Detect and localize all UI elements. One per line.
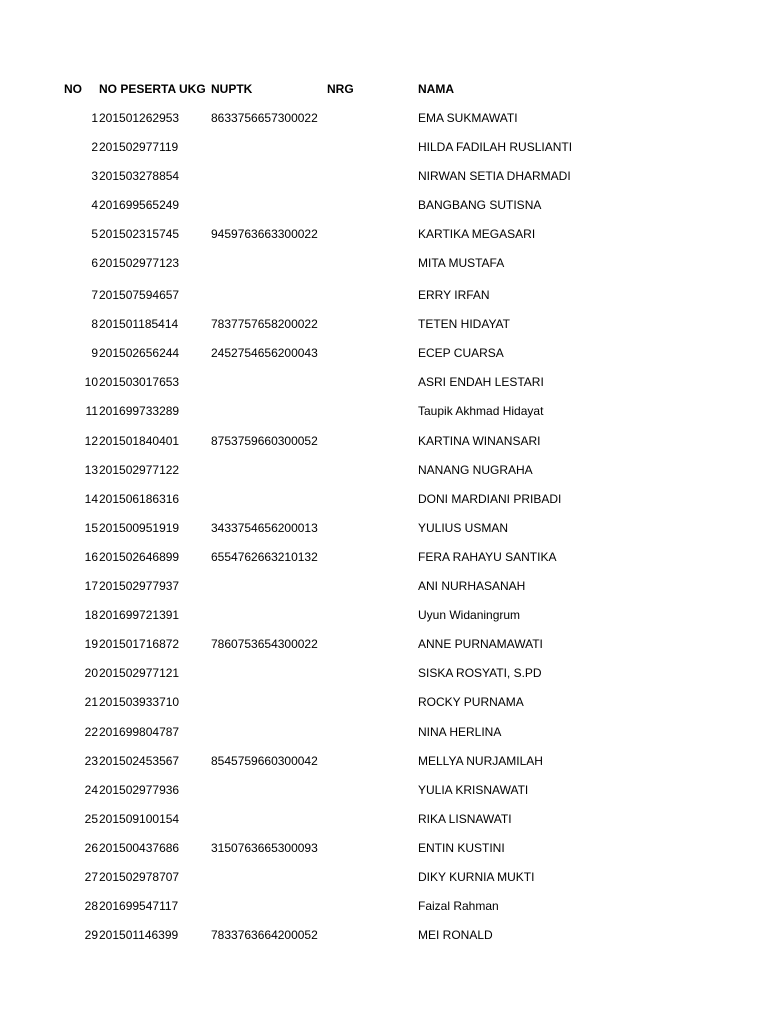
cell-no-peserta-ukg: 201500951919 [99,521,180,535]
cell-no: 17 [84,579,98,593]
cell-nama: MITA MUSTAFA [418,256,505,270]
cell-nama: EMA SUKMAWATI [418,111,518,125]
cell-no: 26 [84,841,98,855]
cell-no: 10 [84,375,98,389]
cell-nuptk: 2452754656200043 [211,346,318,360]
cell-nuptk: 7837757658200022 [211,317,318,331]
cell-nama: FERA RAHAYU SANTIKA [418,550,557,564]
table-row [0,315,768,333]
cell-no: 14 [84,492,98,506]
cell-nama: DONI MARDIANI PRIBADI [418,492,562,506]
cell-nama: MELLYA NURJAMILAH [418,754,543,768]
cell-no-peserta-ukg: 201509100154 [99,812,180,826]
cell-no: 5 [91,227,98,241]
cell-no-peserta-ukg: 201502977122 [99,463,180,477]
cell-no: 20 [84,666,98,680]
cell-no: 16 [84,550,98,564]
cell-no-peserta-ukg: 201503278854 [99,169,180,183]
table-row [0,664,768,682]
cell-nama: HILDA FADILAH RUSLIANTI [418,140,573,154]
cell-nama: NIRWAN SETIA DHARMADI [418,169,571,183]
cell-no-peserta-ukg: 201502646899 [99,550,180,564]
cell-no: 23 [84,754,98,768]
cell-no-peserta-ukg: 201502977119 [99,140,179,154]
cell-nama: KARTINA WINANSARI [418,434,541,448]
cell-no-peserta-ukg: 201500437686 [99,841,180,855]
cell-nama: TETEN HIDAYAT [418,317,511,331]
cell-no-peserta-ukg: 201699733289 [99,404,180,418]
cell-no: 27 [84,870,98,884]
cell-no-peserta-ukg: 201502977123 [99,256,180,270]
table-row [0,344,768,362]
table-row [0,490,768,508]
header-no-peserta-ukg: NO PESERTA UKG [99,82,206,96]
cell-no-peserta-ukg: 201502978707 [99,870,180,884]
cell-nuptk: 7833763664200052 [211,928,318,942]
table-row [0,254,768,272]
cell-nuptk: 6554762663210132 [211,550,318,564]
cell-nama: BANGBANG SUTISNA [418,198,542,212]
cell-nama: ASRI ENDAH LESTARI [418,375,544,389]
table-row [0,868,768,886]
cell-no: 3 [91,169,98,183]
cell-no: 25 [84,812,98,826]
cell-no-peserta-ukg: 201699547117 [99,899,179,913]
cell-no: 12 [84,434,98,448]
cell-no-peserta-ukg: 201502977121 [99,666,180,680]
table-row [0,519,768,537]
cell-no: 15 [84,521,98,535]
table-header-row [0,80,768,98]
cell-no: 29 [84,928,98,942]
table-row [0,577,768,595]
table-row [0,810,768,828]
cell-nama: Uyun Widaningrum [418,608,521,622]
table-row [0,781,768,799]
cell-no: 9 [91,346,98,360]
cell-no-peserta-ukg: 201502453567 [99,754,180,768]
cell-no: 24 [84,783,98,797]
table-row [0,286,768,304]
cell-nama: ANI NURHASANAH [418,579,526,593]
cell-no-peserta-ukg: 201502977936 [99,783,180,797]
cell-nama: Faizal Rahman [418,899,499,913]
cell-no: 2 [91,140,98,154]
table-row [0,373,768,391]
table-row [0,897,768,915]
cell-no-peserta-ukg: 201699721391 [99,608,180,622]
cell-no-peserta-ukg: 201501185414 [99,317,179,331]
cell-no: 13 [84,463,98,477]
cell-no: 11 [85,404,98,418]
cell-no: 18 [84,608,98,622]
cell-no-peserta-ukg: 201501146399 [99,928,179,942]
table-row [0,693,768,711]
cell-no: 21 [84,695,98,709]
cell-nama: Taupik Akhmad Hidayat [418,404,544,418]
cell-no-peserta-ukg: 201502656244 [99,346,180,360]
cell-no-peserta-ukg: 201501716872 [99,637,180,651]
cell-no-peserta-ukg: 201502977937 [99,579,180,593]
header-nuptk: NUPTK [211,82,253,96]
header-nama: NAMA [418,82,454,96]
cell-no: 8 [91,317,98,331]
cell-no-peserta-ukg: 201699804787 [99,725,180,739]
cell-no-peserta-ukg: 201506186316 [99,492,180,506]
table-row [0,225,768,243]
cell-nama: KARTIKA MEGASARI [418,227,536,241]
cell-nama: DIKY KURNIA MUKTI [418,870,535,884]
table-row [0,635,768,653]
header-no: NO [64,82,82,96]
cell-nuptk: 8753759660300052 [211,434,318,448]
cell-no: 1 [91,111,98,125]
cell-nama: NINA HERLINA [418,725,502,739]
cell-no-peserta-ukg: 201501840401 [99,434,180,448]
cell-no-peserta-ukg: 201501262953 [99,111,180,125]
table-row [0,402,768,420]
cell-nuptk: 8545759660300042 [211,754,318,768]
cell-nama: YULIA KRISNAWATI [418,783,529,797]
cell-nama: ENTIN KUSTINI [418,841,505,855]
table-row [0,548,768,566]
cell-nama: ECEP CUARSA [418,346,504,360]
cell-nama: ROCKY PURNAMA [418,695,524,709]
table-row [0,926,768,944]
cell-nama: SISKA ROSYATI, S.PD [418,666,542,680]
cell-nuptk: 3150763665300093 [211,841,318,855]
cell-nuptk: 9459763663300022 [211,227,318,241]
cell-no-peserta-ukg: 201502315745 [99,227,180,241]
table-row [0,432,768,450]
cell-no: 7 [91,288,98,302]
cell-nama: ERRY IRFAN [418,288,490,302]
cell-nuptk: 3433754656200013 [211,521,318,535]
table-row [0,461,768,479]
table-row [0,138,768,156]
table-row [0,839,768,857]
cell-no: 4 [91,198,98,212]
cell-nama: ANNE PURNAMAWATI [418,637,543,651]
cell-no: 19 [84,637,98,651]
cell-nama: MEI RONALD [418,928,493,942]
cell-no-peserta-ukg: 201503017653 [99,375,180,389]
cell-no: 28 [84,899,98,913]
cell-no-peserta-ukg: 201699565249 [99,198,180,212]
table-row [0,723,768,741]
cell-nama: YULIUS USMAN [418,521,509,535]
table-row [0,109,768,127]
cell-nuptk: 7860753654300022 [211,637,318,651]
cell-no: 22 [84,725,98,739]
table-row [0,752,768,770]
table-row [0,167,768,185]
table-row [0,606,768,624]
cell-no-peserta-ukg: 201503933710 [99,695,180,709]
cell-nama: RIKA LISNAWATI [418,812,512,826]
cell-nuptk: 8633756657300022 [211,111,318,125]
cell-no-peserta-ukg: 201507594657 [99,288,180,302]
table-row [0,196,768,214]
header-nrg: NRG [327,82,354,96]
cell-nama: NANANG NUGRAHA [418,463,533,477]
cell-no: 6 [91,256,98,270]
